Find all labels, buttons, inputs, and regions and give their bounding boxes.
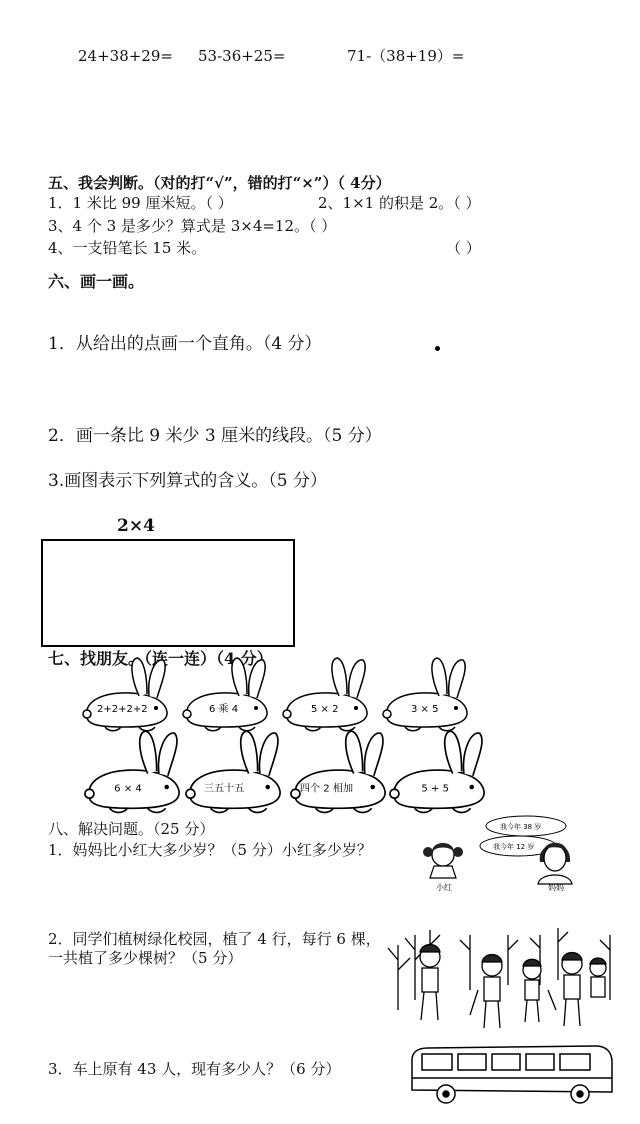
girl-label: 小红 (436, 883, 452, 892)
s6-question-1: 1．从给出的点画一个直角。（4 分） (48, 334, 322, 354)
bubble-mom-text: 我今年 38 岁 (500, 823, 542, 831)
expression-2x4: 2×4 (117, 516, 155, 536)
calc-2: 53-36+25= (198, 47, 286, 65)
calc-1: 24+38+29= (78, 47, 173, 65)
s5-question-4: 4、一支铅笔长 15 米。 (48, 239, 207, 257)
calc-3: 71-（38+19）= (347, 47, 465, 65)
rabbit-top-2-label: 6 乘 4 (209, 704, 239, 715)
rabbit-bottom-4-label: 5 + 5 (421, 783, 450, 795)
section7-title: 七、找朋友。（连一连）（4 分） (48, 649, 273, 668)
s5-question-3: 3、4 个 3 是多少？算式是 3×4=12。（ ） (48, 217, 337, 235)
s5-question-4-paren: （ ） (446, 239, 481, 257)
rabbit-top-3-label: 5 × 2 (311, 704, 339, 715)
s5-question-1: 1．1 米比 99 厘米短。（ ） (48, 194, 233, 212)
rabbit-bottom-3-label: 四个 2 相加 (299, 783, 354, 795)
s8-question-2-line2: 一共植了多少棵树？（5 分） (48, 949, 243, 967)
section6-title: 六、画一画。 (48, 272, 145, 291)
bubble-girl-text: 我今年 12 岁 (493, 843, 535, 851)
rabbit-top-4-label: 3 × 5 (411, 704, 439, 715)
rabbit-top-1-label: 2+2+2+2 (97, 704, 148, 715)
s8-question-1: 1．妈妈比小红大多少岁？（5 分）小红多少岁？ (48, 841, 372, 859)
rabbit-bottom-1-label: 6 × 4 (114, 783, 142, 795)
s8-question-3: 3．车上原有 43 人，现有多少人？（6 分） (48, 1060, 341, 1078)
rabbit-bottom-2-label: 三五十五 (203, 783, 245, 795)
s6-question-2: 2．画一条比 9 米少 3 厘米的线段。（5 分） (48, 426, 382, 446)
s8-question-2-line1: 2．同学们植树绿化校园，植了 4 行，每行 6 棵， (48, 930, 381, 948)
s6-question-3: 3.画图表示下列算式的含义。（5 分） (48, 471, 327, 491)
mom-label: 妈妈 (548, 883, 564, 892)
section8-title: 八、解决问题。（25 分） (48, 820, 215, 838)
s5-question-2: 2、1×1 的积是 2。（ ） (318, 194, 481, 212)
section5-title: 五、我会判断。（对的打“√”，错的打“×”）（ 4分） (48, 174, 391, 192)
